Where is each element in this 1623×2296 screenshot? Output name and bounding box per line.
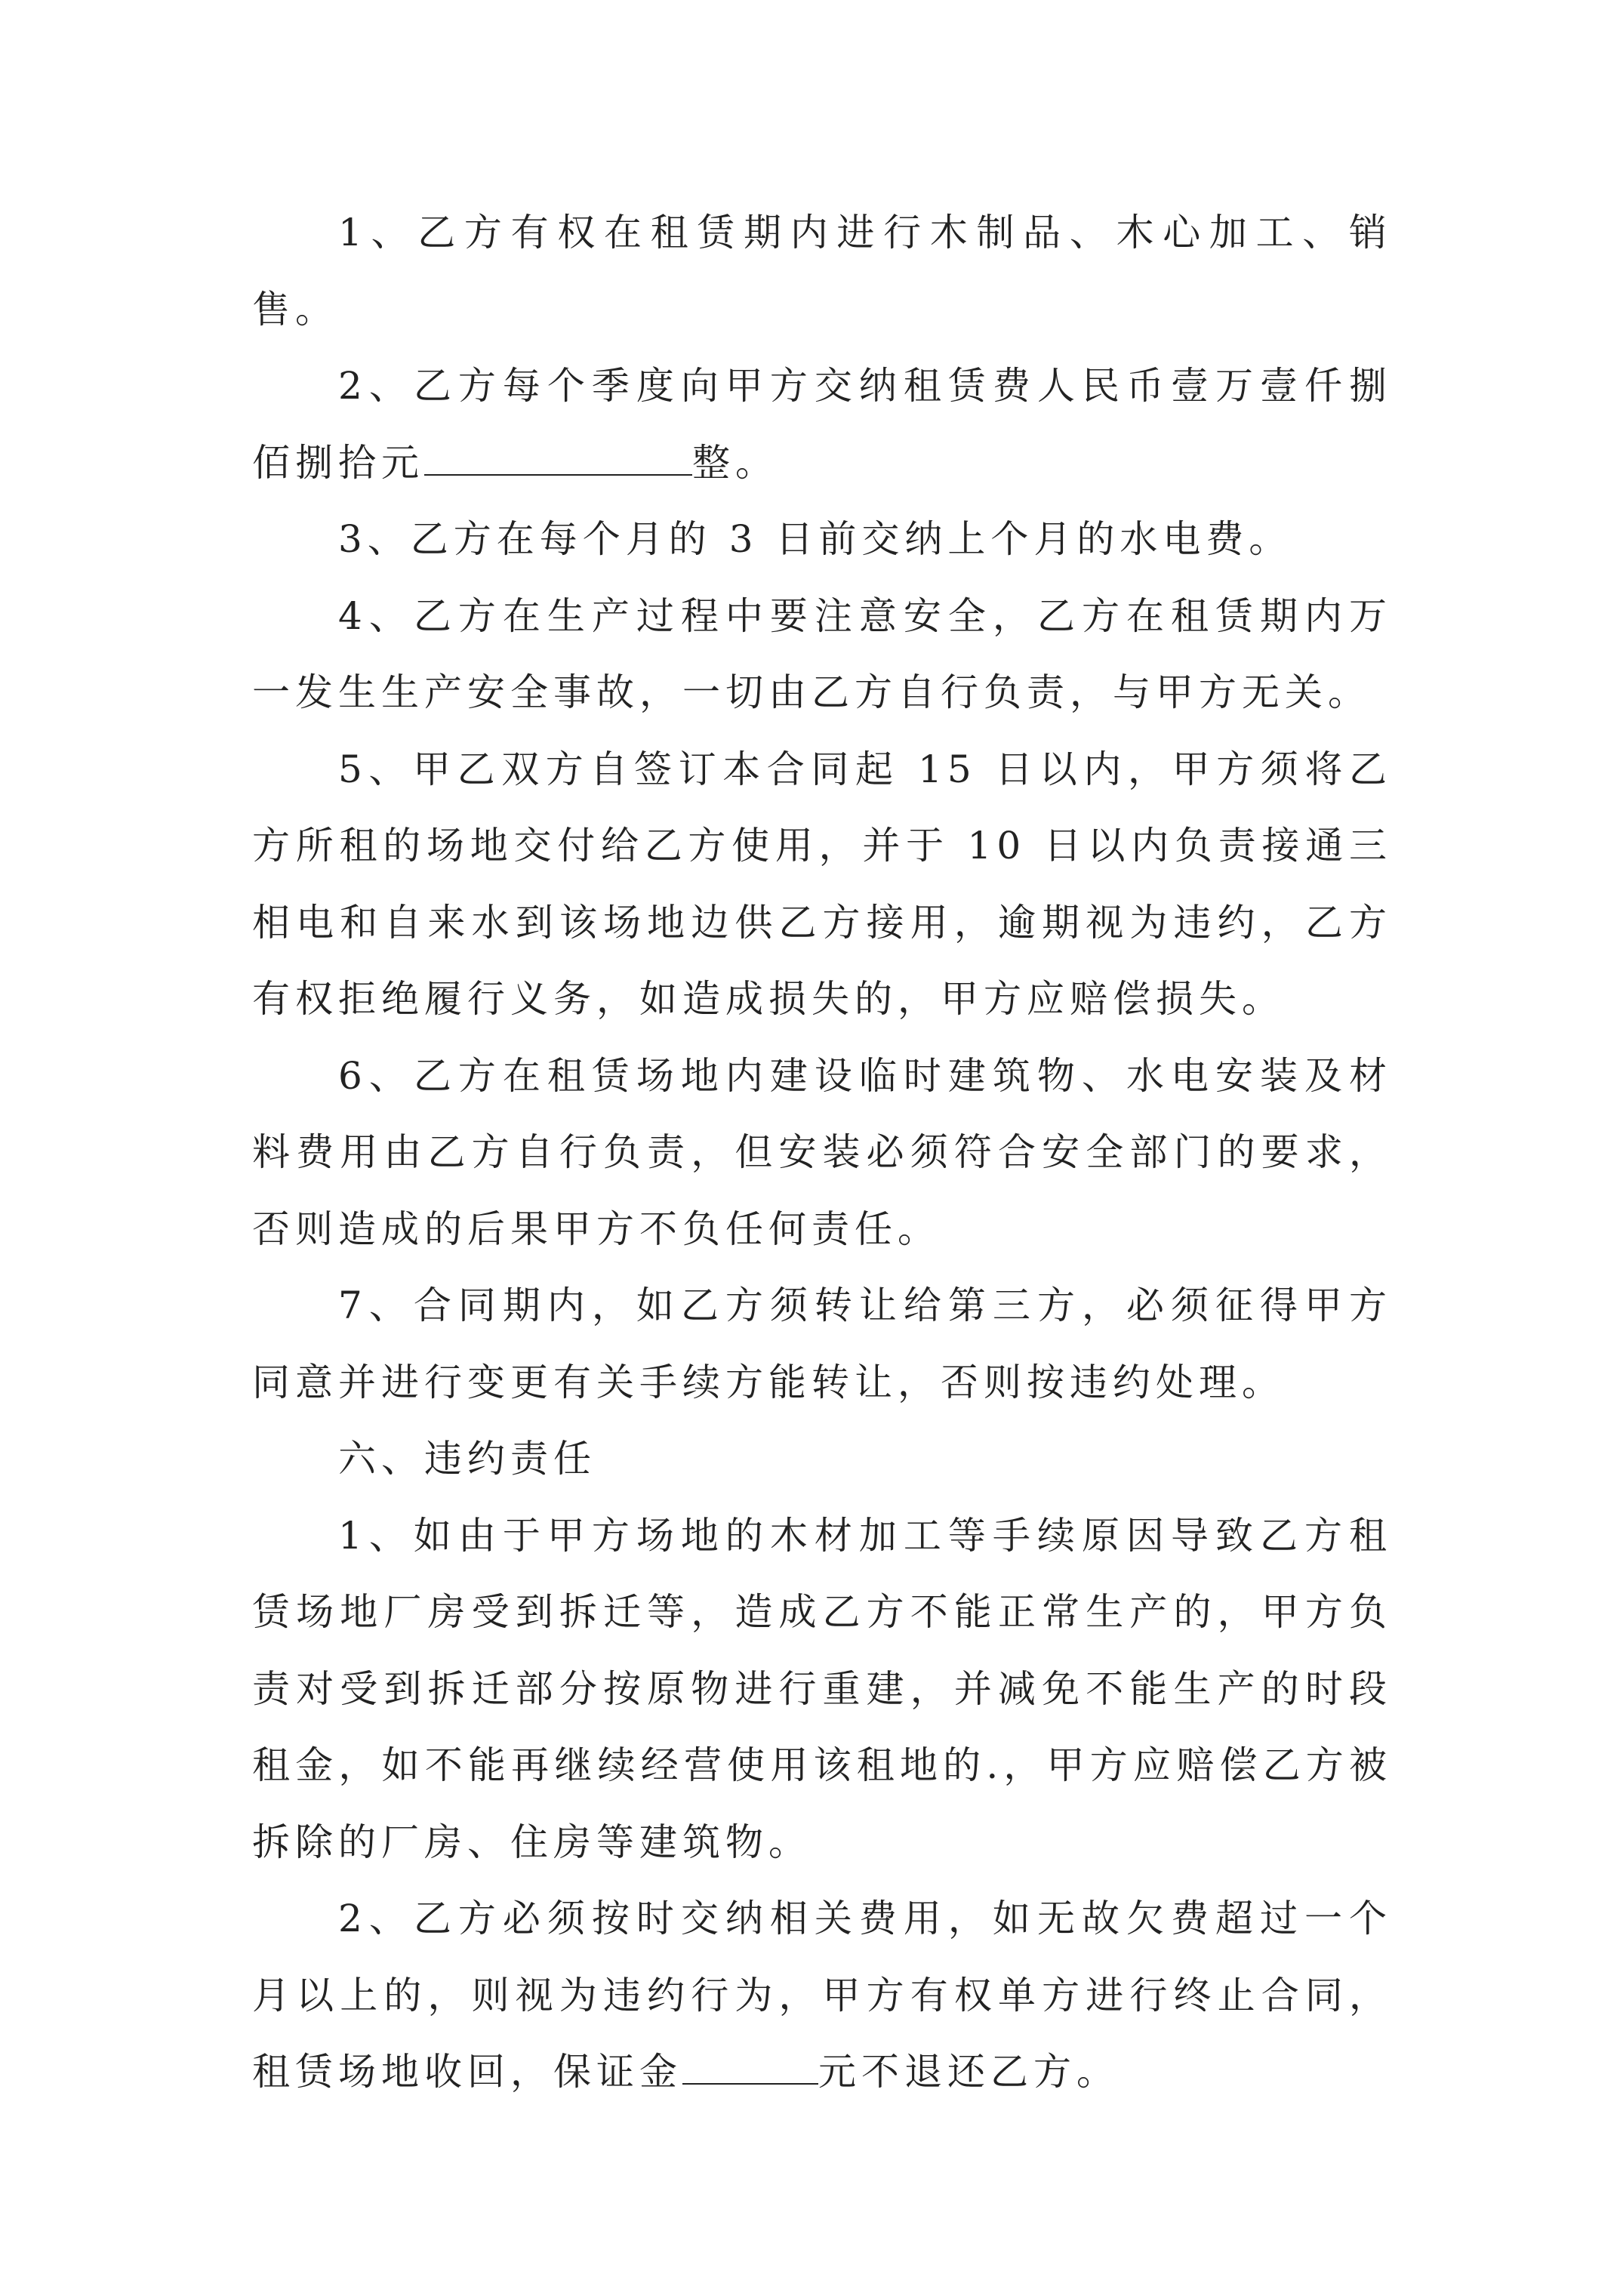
clause-text-end: 元不退还乙方。 [818,2050,1119,2094]
clause-text: 7、合同期内，如乙方须转让给第三方，必须征得甲方同意并进行变更有关手续方能转让，否则按违约处理。 [252,1284,1392,1404]
section-heading-breach-liability [252,1421,1392,1498]
breach-clause-2-arrears [252,1881,1392,2111]
heading-text: 六、违约责任 [338,1437,596,1481]
document-body [252,195,1392,2111]
breach-clause-1-relocation [252,1498,1392,1881]
clause-2-rental-fee [252,348,1392,501]
clause-4-safety [252,578,1392,732]
clause-text: 2、乙方必须按时交纳相关费用，如无故欠费超过一个月以上的，则视为违约行为，甲方有权单方进行终止合同，租赁场地收回，保证金 [252,1897,1392,2094]
clause-text: 5、甲乙双方自签订本合同起 15 日以内，甲方须将乙方所租的场地交付给乙方使用，并于 10 日以内负责接通三相电和自来水到该场地边供乙方接用，逾期视为违约，乙方有权拒绝履行义务，如造成损失的，甲方应赔偿损失。 [252,747,1392,1021]
clause-5-site-delivery [252,732,1392,1038]
clause-text: 3、乙方在每个月的 3 日前交纳上个月的水电费。 [338,517,1292,561]
clause-text: 1、如由于甲方场地的木材加工等手续原因导致乙方租赁场地厂房受到拆迁等，造成乙方不能正常生产的，甲方负责对受到拆迁部分按原物进行重建，并减免不能生产的时段租金，如不能再继续经营使用该租地的.，甲方应赔偿乙方被拆除的厂房、住房等建筑物。 [252,1513,1392,1864]
clause-text-end: 整。 [692,440,778,485]
clause-3-utilities [252,501,1392,578]
fill-blank-deposit-amount [682,2053,818,2085]
clause-6-construction-costs [252,1038,1392,1268]
clause-1-processing-rights [252,195,1392,348]
fill-blank-rental-amount [424,444,692,476]
clause-text: 1、乙方有权在租赁期内进行木制品、木心加工、销售。 [252,211,1392,331]
clause-text: 6、乙方在租赁场地内建设临时建筑物、水电安装及材料费用由乙方自行负责，但安装必须符合安全部门的要求，否则造成的后果甲方不负任何责任。 [252,1053,1392,1251]
clause-7-transfer [252,1268,1392,1421]
clause-text: 2、乙方每个季度向甲方交纳租赁费人民币壹万壹仟捌佰捌拾元 [252,364,1392,485]
clause-text: 4、乙方在生产过程中要注意安全，乙方在租赁期内万一发生生产安全事故，一切由乙方自行负责，与甲方无关。 [252,593,1392,714]
